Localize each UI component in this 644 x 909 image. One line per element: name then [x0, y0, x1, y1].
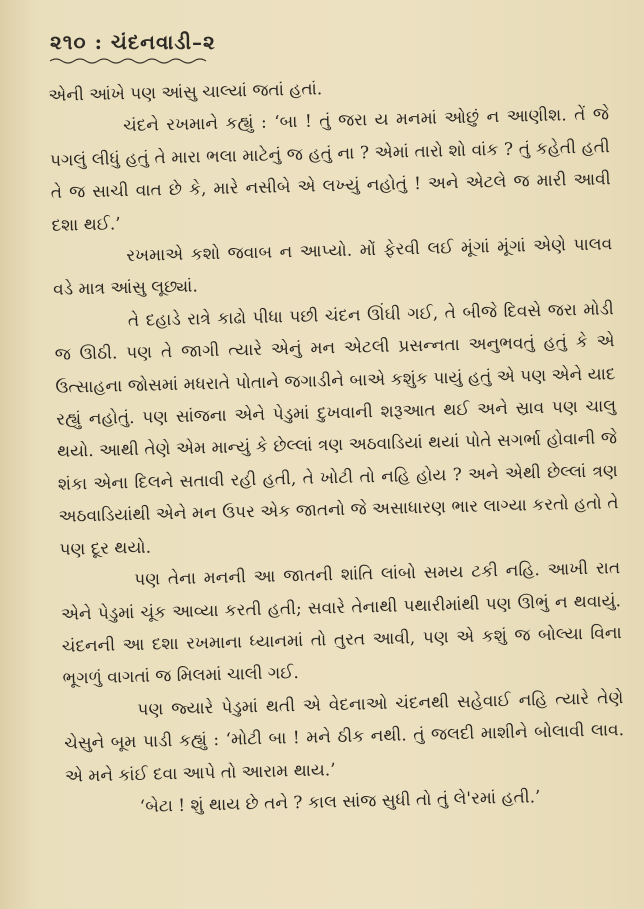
paragraph-1: એની આંખે પણ આંસુ ચાલ્યાં જતાં હતાં.	[48, 79, 323, 106]
page-header	[50, 30, 216, 54]
book-title: ચંદનવાડી–૨	[110, 30, 216, 54]
paragraph-2: ચંદને રખમાને કહ્યું : ‘બા ! તું જરા ય મનમાં ઓછું ન આણીશ. તેં જે પગલું લીધું હતું તે મારા ભલા માટેનું જ હતું ના ? એમાં તારો શો વાંક ? તું કહેતી હતી તે જ સાચી વાત છે કે, મારે નસીબે એ લખ્યું નહોતું ! અને એટલે જ મારી આવી દશા થઈ.’	[49, 104, 611, 236]
page-number: ૨૧૦	[50, 30, 87, 54]
body-text	[48, 66, 626, 825]
paragraph-4: તે દહાડે રાત્રે કાઢો પીધા પછી ચંદન ઊંઘી ગઈ, તે બીજે દિવસે જરા મોડી જ ઊઠી. પણ તે જાગી ત્યારે એનું મન એટલી પ્રસન્નતા અનુભવતું હતું કે એ ઉત્સાહના જોસમાં મધરાતે પોતાને જગાડીને બાએ કશુંક પાયું હતું એ પણ એને યાદ રહ્યું નહોતું. પણ સાંજના એને પેડુમાં દુખવાની શરૂઆત થઈ અને સ્રાવ પણ ચાલુ થયો. આથી તેણે એમ માન્યું કે છેલ્લાં ત્રણ અઠવાડિયાં થયાં પોતે સગર્ભા હોવાની જે શંકા એના દિલને સતાવી રહી હતી, તે ખોટી તો નહિ હોય ? અને એથી છેલ્લાં ત્રણ અઠવાડિયાંથી એને મન ઉપર એક જાતનો જે અસાધારણ ભાર લાગ્યા કરતો હતો તે પણ દૂર થયો.	[54, 299, 619, 560]
paragraph-6: પણ જ્યારે પેડુમાં થતી એ વેદનાઓ ચંદનથી સહેવાઈ નહિ ત્યારે તેણે ચેસુને બૂમ પાડી કહ્યું : ‘મોટી બા ! મને ઠીક નથી. તું જલદી માશીને બોલાવી લાવ. એ મને કાંઈ દવા આપે તો આરામ થાય.’	[63, 687, 625, 787]
header-separator: :	[94, 30, 103, 54]
paragraph-5: પણ તેના મનની આ જાતની શાંતિ લાંબો સમય ટકી નહિ. આખી રાત એને પેડુમાં ચૂંક આવ્યા કરતી હતી; સવારે તેનાથી પથારીમાંથી પણ ઊભું ન થવાયું. ચંદનની આ દશા રખમાના ધ્યાનમાં તો તુરત આવી, પણ એ કશું જ બોલ્યા વિના ભૂગળું વાગતાં જ મિલમાં ચાલી ગઈ.	[60, 558, 622, 690]
header-underline-ornament	[48, 56, 208, 66]
paragraph-3: રખમાએ કશો જવાબ ન આપ્યો. મોં ફેરવી લઈ મૂંગાં મૂંગાં એણે પાલવ વડે માત્ર આંસુ લૂછ્યાં.	[52, 234, 613, 301]
paragraph-7: ‘બેટા ! શું થાય છે તને ? કાલ સાંજ સુધી તો તું લે'રમાં હતી.’	[139, 787, 541, 817]
